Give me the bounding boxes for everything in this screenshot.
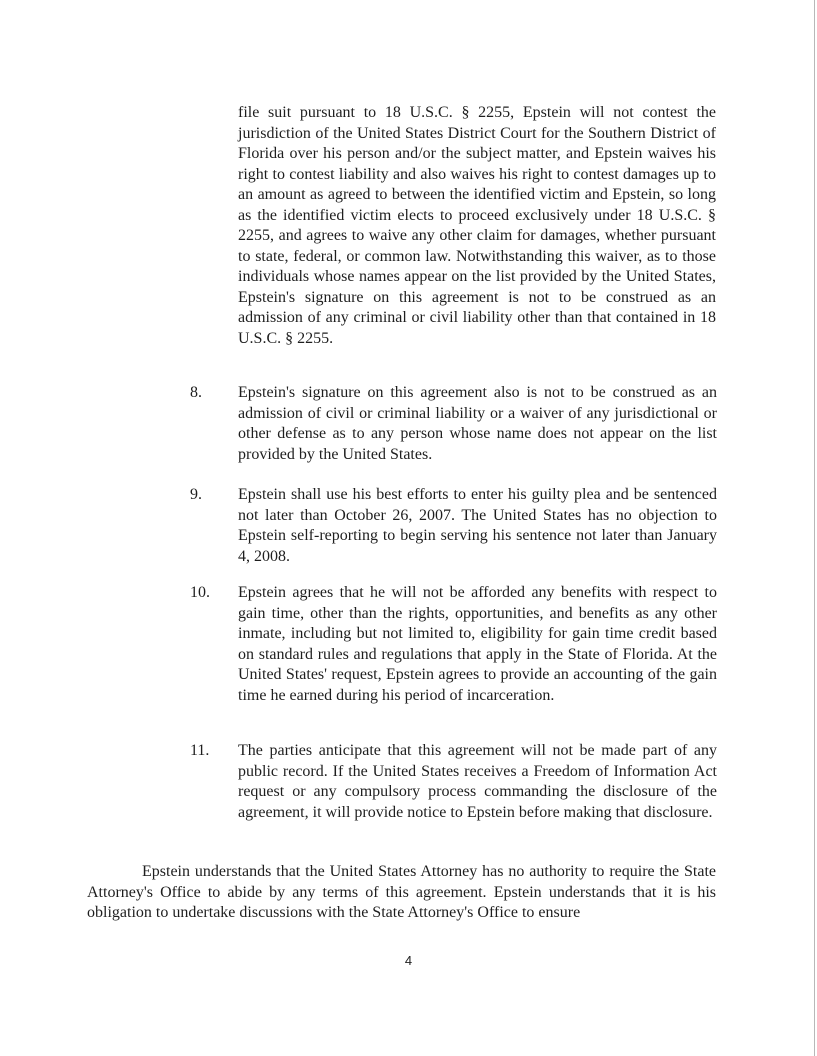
item-text: The parties anticipate that this agreement will not be made part of any public record. If the United States receives a Freedom of Information Act request or any compulsory process commanding the disclosure of the agreement, it will provide notice to Epstein before making that disclosure. (238, 742, 717, 821)
page-edge-line (814, 0, 815, 1056)
item-text: Epstein's signature on this agreement also is not to be construed as an admission of civil or criminal liability or a waiver of any jurisdictional or other defense as to any person whose name does not appear on the list provided by the United States. (238, 384, 717, 463)
item-number: 8. (190, 384, 202, 401)
item-number: 10. (190, 584, 210, 601)
item-text: Epstein shall use his best efforts to enter his guilty plea and be sentenced not later than October 26, 2007. The United States has no objection to Epstein self-reporting to begin serving his sentence not later than January 4, 2008. (238, 486, 717, 565)
item-text: Epstein agrees that he will not be afforded any benefits with respect to gain time, other than the rights, opportunities, and benefits as any other inmate, including but not limited to, eligibility for gain time credit based on standard rules and regulations that apply in the State of Florida. At the United States' request, Epstein agrees to provide an accounting of the gain time he earned during his period of incarceration. (238, 584, 717, 704)
item-number: 9. (190, 486, 202, 503)
item-number: 11. (190, 742, 210, 759)
closing-paragraph: Epstein understands that the United States Attorney has no authority to require the State Attorney's Office to abide by any terms of this agreement. Epstein understands that it is his obligation to undertake discussions with the State Attorney's Office to ensure (87, 863, 716, 921)
item-7-continuation: file suit pursuant to 18 U.S.C. § 2255, Epstein will not contest the jurisdiction of the United States District Court for the Southern District of Florida over his person and/or the subject matter, and Epstein waives his right to contest liability and also waives his right to contest damages up to an amount as agreed to between the identified victim and Epstein, so long as the identified victim elects to proceed exclusively under 18 U.S.C. § 2255, and agrees to waive any other claim for damages, whether pursuant to state, federal, or common law. Notwithstanding this waiver, as to those individuals whose names appear on the list provided by the United States, Epstein's signature on this agreement is not to be construed as an admission of any criminal or civil liability other than that contained in 18 U.S.C. § 2255. (238, 104, 716, 347)
page-number: 4 (404, 953, 413, 968)
